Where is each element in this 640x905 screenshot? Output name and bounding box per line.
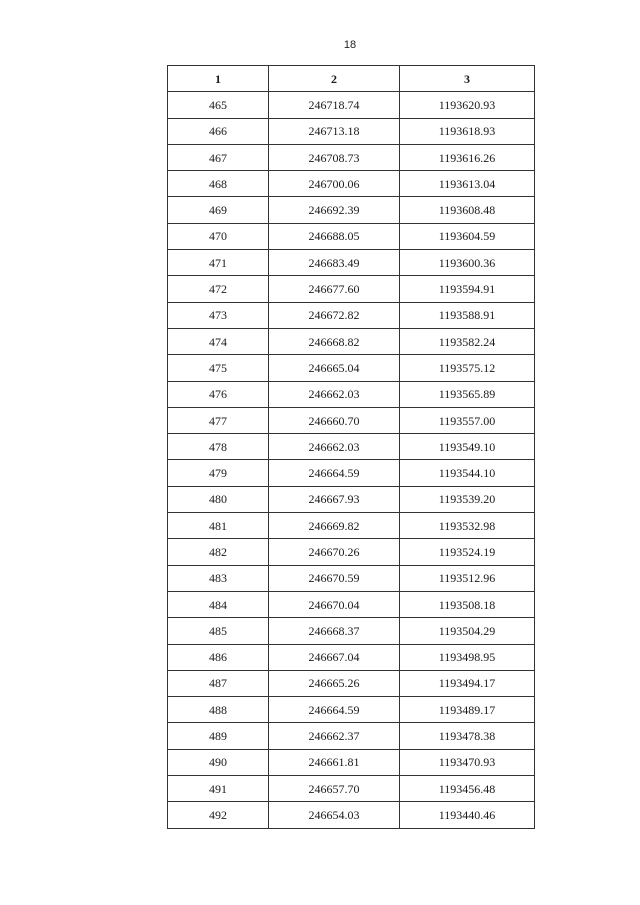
table-cell: 246670.59 bbox=[269, 565, 400, 591]
table-cell: 246683.49 bbox=[269, 250, 400, 276]
table-cell: 246700.06 bbox=[269, 171, 400, 197]
table-cell: 246667.93 bbox=[269, 486, 400, 512]
table-row bbox=[168, 434, 535, 460]
table-cell: 1193544.10 bbox=[400, 460, 535, 486]
table-cell: 1193489.17 bbox=[400, 697, 535, 723]
table-row bbox=[168, 171, 535, 197]
table-row bbox=[168, 355, 535, 381]
table-cell: 246668.82 bbox=[269, 328, 400, 354]
table-cell: 469 bbox=[168, 197, 269, 223]
table-cell: 246662.03 bbox=[269, 381, 400, 407]
table-cell: 492 bbox=[168, 802, 269, 828]
table-cell: 1193440.46 bbox=[400, 802, 535, 828]
table-header-row bbox=[168, 66, 535, 92]
table-cell: 246661.81 bbox=[269, 749, 400, 775]
table-cell: 485 bbox=[168, 618, 269, 644]
table-cell: 246662.37 bbox=[269, 723, 400, 749]
table-cell: 1193565.89 bbox=[400, 381, 535, 407]
table-cell: 476 bbox=[168, 381, 269, 407]
table-cell: 1193588.91 bbox=[400, 302, 535, 328]
table-cell: 1193613.04 bbox=[400, 171, 535, 197]
table-cell: 246672.82 bbox=[269, 302, 400, 328]
table-cell: 246670.04 bbox=[269, 591, 400, 617]
table-cell: 488 bbox=[168, 697, 269, 723]
table-row bbox=[168, 776, 535, 802]
table-cell: 483 bbox=[168, 565, 269, 591]
table-row bbox=[168, 513, 535, 539]
table-cell: 246664.59 bbox=[269, 697, 400, 723]
table-cell: 486 bbox=[168, 644, 269, 670]
table-row bbox=[168, 749, 535, 775]
table-row bbox=[168, 486, 535, 512]
table-cell: 473 bbox=[168, 302, 269, 328]
column-header: 1 bbox=[168, 66, 269, 92]
table-cell: 246692.39 bbox=[269, 197, 400, 223]
table-cell: 246664.59 bbox=[269, 460, 400, 486]
table-row bbox=[168, 539, 535, 565]
table-cell: 1193539.20 bbox=[400, 486, 535, 512]
table-cell: 246665.04 bbox=[269, 355, 400, 381]
table-cell: 1193604.59 bbox=[400, 223, 535, 249]
table-cell: 1193594.91 bbox=[400, 276, 535, 302]
table-row bbox=[168, 670, 535, 696]
table-cell: 479 bbox=[168, 460, 269, 486]
coordinates-table bbox=[167, 65, 535, 829]
table-cell: 246718.74 bbox=[269, 92, 400, 118]
table-cell: 246713.18 bbox=[269, 118, 400, 144]
table-cell: 246708.73 bbox=[269, 144, 400, 170]
table-cell: 1193608.48 bbox=[400, 197, 535, 223]
table-cell: 480 bbox=[168, 486, 269, 512]
table-cell: 246670.26 bbox=[269, 539, 400, 565]
table-cell: 490 bbox=[168, 749, 269, 775]
table-cell: 477 bbox=[168, 407, 269, 433]
table-row bbox=[168, 118, 535, 144]
table-row bbox=[168, 407, 535, 433]
table-cell: 465 bbox=[168, 92, 269, 118]
table-row bbox=[168, 565, 535, 591]
table-cell: 1193498.95 bbox=[400, 644, 535, 670]
table-cell: 1193600.36 bbox=[400, 250, 535, 276]
table-cell: 478 bbox=[168, 434, 269, 460]
table-cell: 1193508.18 bbox=[400, 591, 535, 617]
table-cell: 470 bbox=[168, 223, 269, 249]
table-row bbox=[168, 697, 535, 723]
table-cell: 1193470.93 bbox=[400, 749, 535, 775]
table-cell: 467 bbox=[168, 144, 269, 170]
table-cell: 1193532.98 bbox=[400, 513, 535, 539]
table-cell: 472 bbox=[168, 276, 269, 302]
table-row bbox=[168, 723, 535, 749]
column-header: 2 bbox=[269, 66, 400, 92]
table-cell: 1193478.38 bbox=[400, 723, 535, 749]
table-row bbox=[168, 92, 535, 118]
table-cell: 246662.03 bbox=[269, 434, 400, 460]
table-body bbox=[168, 92, 535, 828]
table-row bbox=[168, 381, 535, 407]
table-cell: 1193494.17 bbox=[400, 670, 535, 696]
table-cell: 466 bbox=[168, 118, 269, 144]
table-cell: 1193549.10 bbox=[400, 434, 535, 460]
table-row bbox=[168, 802, 535, 828]
table-cell: 484 bbox=[168, 591, 269, 617]
table-cell: 481 bbox=[168, 513, 269, 539]
table-row bbox=[168, 223, 535, 249]
table-cell: 468 bbox=[168, 171, 269, 197]
column-header: 3 bbox=[400, 66, 535, 92]
table-cell: 1193504.29 bbox=[400, 618, 535, 644]
page-number: 18 bbox=[343, 39, 357, 51]
table-row bbox=[168, 591, 535, 617]
table-cell: 1193618.93 bbox=[400, 118, 535, 144]
table-cell: 487 bbox=[168, 670, 269, 696]
table-cell: 474 bbox=[168, 328, 269, 354]
table-row bbox=[168, 276, 535, 302]
table-cell: 1193582.24 bbox=[400, 328, 535, 354]
table-cell: 1193575.12 bbox=[400, 355, 535, 381]
table-cell: 482 bbox=[168, 539, 269, 565]
table-cell: 1193524.19 bbox=[400, 539, 535, 565]
table-row bbox=[168, 197, 535, 223]
table-cell: 246668.37 bbox=[269, 618, 400, 644]
table-cell: 1193456.48 bbox=[400, 776, 535, 802]
table-cell: 475 bbox=[168, 355, 269, 381]
table-cell: 1193512.96 bbox=[400, 565, 535, 591]
table-cell: 471 bbox=[168, 250, 269, 276]
table-cell: 246667.04 bbox=[269, 644, 400, 670]
table-cell: 1193557.00 bbox=[400, 407, 535, 433]
table-cell: 246657.70 bbox=[269, 776, 400, 802]
table-row bbox=[168, 644, 535, 670]
table-row bbox=[168, 460, 535, 486]
table-cell: 1193616.26 bbox=[400, 144, 535, 170]
table-cell: 1193620.93 bbox=[400, 92, 535, 118]
table-cell: 246669.82 bbox=[269, 513, 400, 539]
table-row bbox=[168, 144, 535, 170]
table-row bbox=[168, 328, 535, 354]
table-cell: 246660.70 bbox=[269, 407, 400, 433]
table-cell: 246677.60 bbox=[269, 276, 400, 302]
table-cell: 246688.05 bbox=[269, 223, 400, 249]
table-cell: 491 bbox=[168, 776, 269, 802]
table-cell: 489 bbox=[168, 723, 269, 749]
table-cell: 246665.26 bbox=[269, 670, 400, 696]
table-row bbox=[168, 618, 535, 644]
table-row bbox=[168, 250, 535, 276]
table-row bbox=[168, 302, 535, 328]
table-cell: 246654.03 bbox=[269, 802, 400, 828]
